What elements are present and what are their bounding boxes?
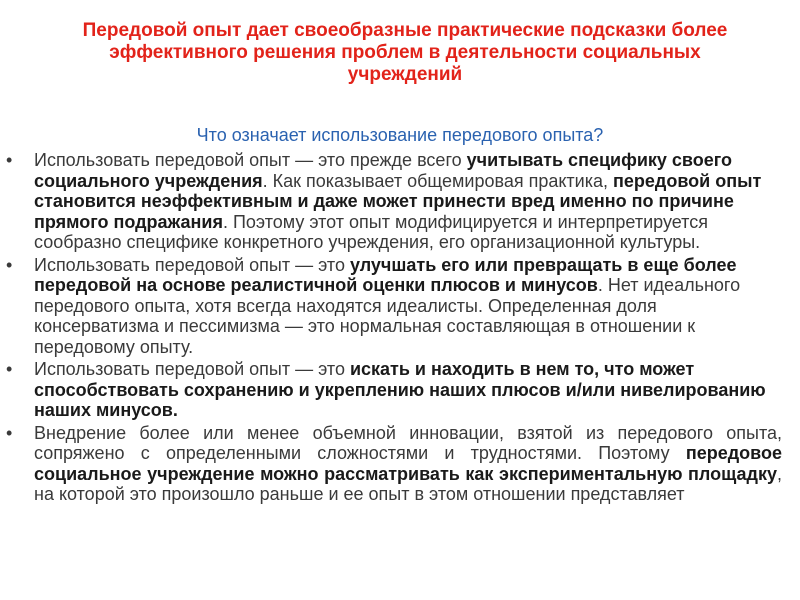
bullet-emphasis: передовое социальное учреждение можно рассматривать как экспериментальную площадку xyxy=(34,443,782,484)
bullet-marker: • xyxy=(6,359,13,379)
bullet-text: , на которой это произошло раньше и ее опыт в этом отношении представляет xyxy=(34,463,782,504)
bullet-text: . Как показывает общемировая практика, xyxy=(262,170,614,191)
bullet-text: . Нет идеального передового опыта, хотя всегда находятся идеалисты. Определенная доля консерватизма и пессимизма — это нормальная составляющая в отношении к передовому опыту. xyxy=(34,275,741,357)
bullet-emphasis: учитывать специфику своего социального учреждения xyxy=(34,150,733,191)
bullet-emphasis: искать и находить в нем то, что может способствовать сохранению и укреплению наших плюсов и/или нивелированию наших минусов. xyxy=(34,359,766,420)
bullet-text: Использовать передовой опыт — это xyxy=(34,254,350,275)
bullet-marker: • xyxy=(6,150,13,170)
bullet-emphasis: передовой опыт становится неэффективным и даже может принести вред именно по причине прямого подражания xyxy=(34,170,762,232)
slide-title-line-2: эффективного решения проблем в деятельности социальных xyxy=(109,42,701,63)
bullet-marker: • xyxy=(6,254,13,275)
slide-title-line-1: Передовой опыт дает своеобразные практические подсказки более xyxy=(82,20,728,41)
bullet-text: Внедрение более или менее объемной инновации, взятой из передового опыта, сопряжено с определенными сложностями и трудностями. Поэтому xyxy=(34,422,782,463)
slide-title xyxy=(20,20,790,86)
slide-title-line-3: учреждений xyxy=(347,64,463,85)
bullet-item-2 xyxy=(0,255,800,358)
bullet-text: Использовать передовой опыт — это прежде всего xyxy=(34,150,467,170)
bullet-text: . Поэтому этот опыт модифицируется и интерпретируется сообразно специфике конкретного учреждения, его организационной культуры. xyxy=(34,211,708,252)
bullet-emphasis: улучшать его или превращать в еще более передовой на основе реалистичной оценки плюсов и минусов xyxy=(34,254,737,295)
bullet-item-4 xyxy=(0,423,800,505)
slide-subtitle: Что означает использование передового опыта? xyxy=(196,125,604,145)
bullet-item-3 xyxy=(0,359,800,421)
bullet-item-1 xyxy=(0,150,800,253)
bullet-marker: • xyxy=(6,422,13,443)
bullet-text: Использовать передовой опыт — это xyxy=(34,359,350,379)
bullet-list xyxy=(0,150,800,507)
